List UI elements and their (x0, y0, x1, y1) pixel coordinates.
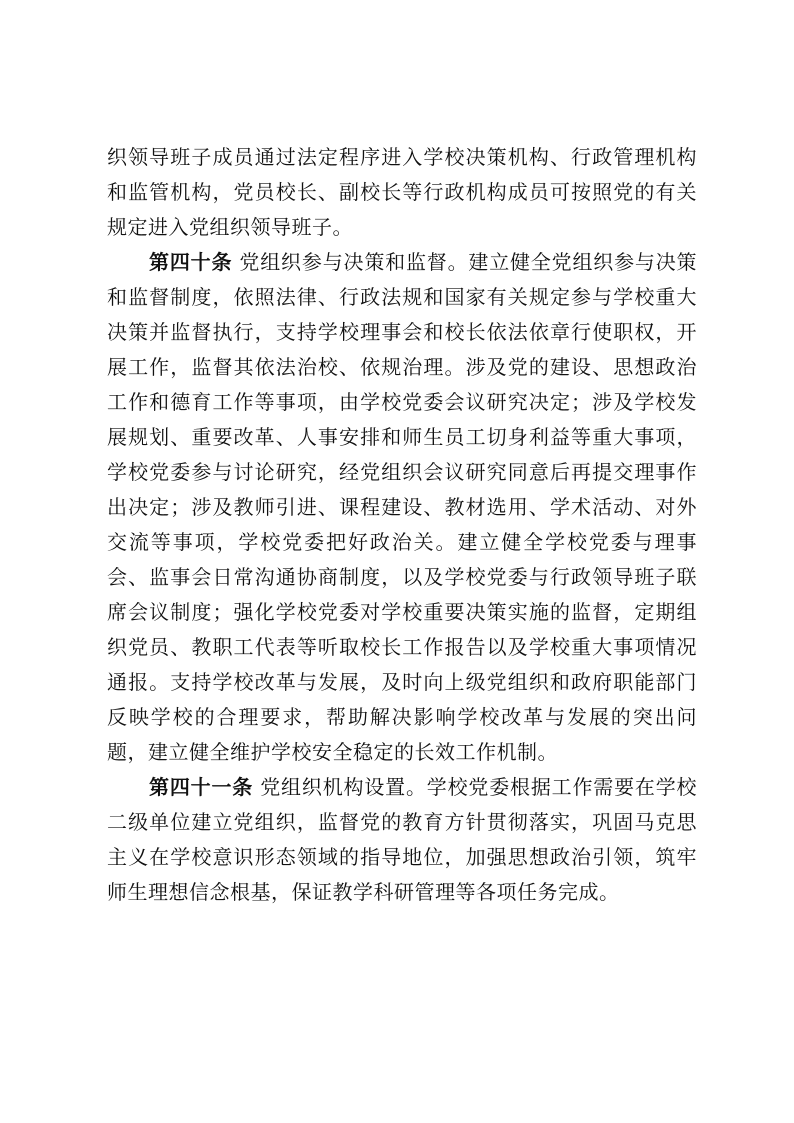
article-41 (107, 770, 697, 910)
article-heading: 第四十条 (149, 250, 233, 274)
article-40 (107, 245, 697, 770)
paragraph-text: 党组织参与决策和监督。建立健全党组织参与决策和监督制度，依照法律、行政法规和国家有关规定参与学校重大决策并监督执行，支持学校理事会和校长依法依章行使职权，开展工作，监督其依法治校、依规治理。涉及党的建设、思想政治工作和德育工作等事项，由学校党委会议研究决定；涉及学校发展规划、重要改革、人事安排和师生员工切身利益等重大事项，学校党委参与讨论研究，经党组织会议研究同意后再提交理事作出决定；涉及教师引进、课程建设、教材选用、学术活动、对外交流等事项，学校党委把好政治关。建立健全学校党委与理事会、监事会日常沟通协商制度，以及学校党委与行政领导班子联席会议制度；强化学校党委对学校重要决策实施的监督，定期组织党员、教职工代表等听取校长工作报告以及学校重大事项情况通报。支持学校改革与发展，及时向上级党组织和政府职能部门反映学校的合理要求，帮助解决影响学校改革与发展的突出问题，建立健全维护学校安全稳定的长效工作机制。 (107, 250, 698, 764)
article-heading: 第四十一条 (149, 775, 254, 799)
paragraph-continuation (107, 140, 697, 245)
paragraph-text: 织领导班子成员通过法定程序进入学校决策机构、行政管理机构和监管机构，党员校长、副校长等行政机构成员可按照党的有关规定进入党组织领导班子。 (107, 145, 697, 239)
paragraph-text: 党组织机构设置。学校党委根据工作需要在学校二级单位建立党组织，监督党的教育方针贯彻落实，巩固马克思主义在学校意识形态领域的指导地位，加强思想政治引领，筑牢师生理想信念根基，保证教学科研管理等各项任务完成。 (107, 775, 698, 904)
document-body (107, 140, 697, 910)
